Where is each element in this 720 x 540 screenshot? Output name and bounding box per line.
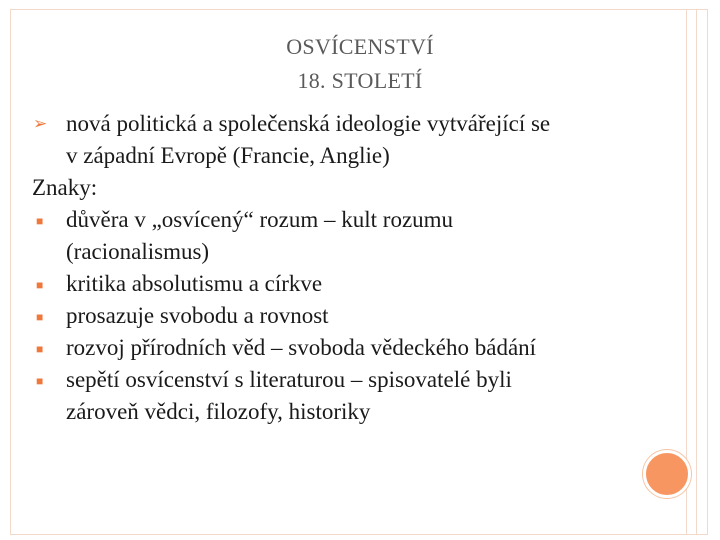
square-bullet-icon: ■ [36, 214, 44, 228]
slide-title [0, 30, 720, 98]
title-line-2: 18. STOLETÍ [297, 68, 423, 93]
intro-item [32, 108, 662, 172]
list-item [32, 204, 662, 268]
list-item-line-1: důvěra v „osvícený“ rozum – kult rozumu [66, 207, 454, 232]
accent-circle [643, 450, 691, 498]
list-item [32, 332, 662, 364]
square-bullet-icon: ■ [36, 374, 44, 388]
square-bullet-icon: ■ [36, 342, 44, 356]
slide-content [32, 108, 662, 428]
list-item-line-2: zároveň vědci, filozofy, historiky [66, 399, 371, 424]
title-line-1: OSVÍCENSTVÍ [286, 34, 434, 59]
list-item-line-2: (racionalismus) [66, 239, 210, 264]
list-item-line-1: prosazuje svobodu a rovnost [66, 303, 329, 328]
section-label: Znaky: [32, 175, 98, 200]
list-item-line-1: kritika absolutismu a církve [66, 271, 323, 296]
square-bullet-icon: ■ [36, 310, 44, 324]
intro-text-line-2: v západní Evropě (Francie, Anglie) [66, 143, 390, 168]
list-item [32, 300, 662, 332]
list-item [32, 268, 662, 300]
intro-text-line-1: nová politická a společenská ideologie vytvářející se [66, 111, 551, 136]
arrow-bullet-icon: ➢ [33, 114, 48, 133]
list-item-line-1: rozvoj přírodních věd – svoboda vědeckého bádání [66, 335, 537, 360]
list-item [32, 364, 662, 428]
square-bullet-icon: ■ [36, 278, 44, 292]
list-item-line-1: sepětí osvícenství s literaturou – spisovatelé byli [66, 367, 512, 392]
